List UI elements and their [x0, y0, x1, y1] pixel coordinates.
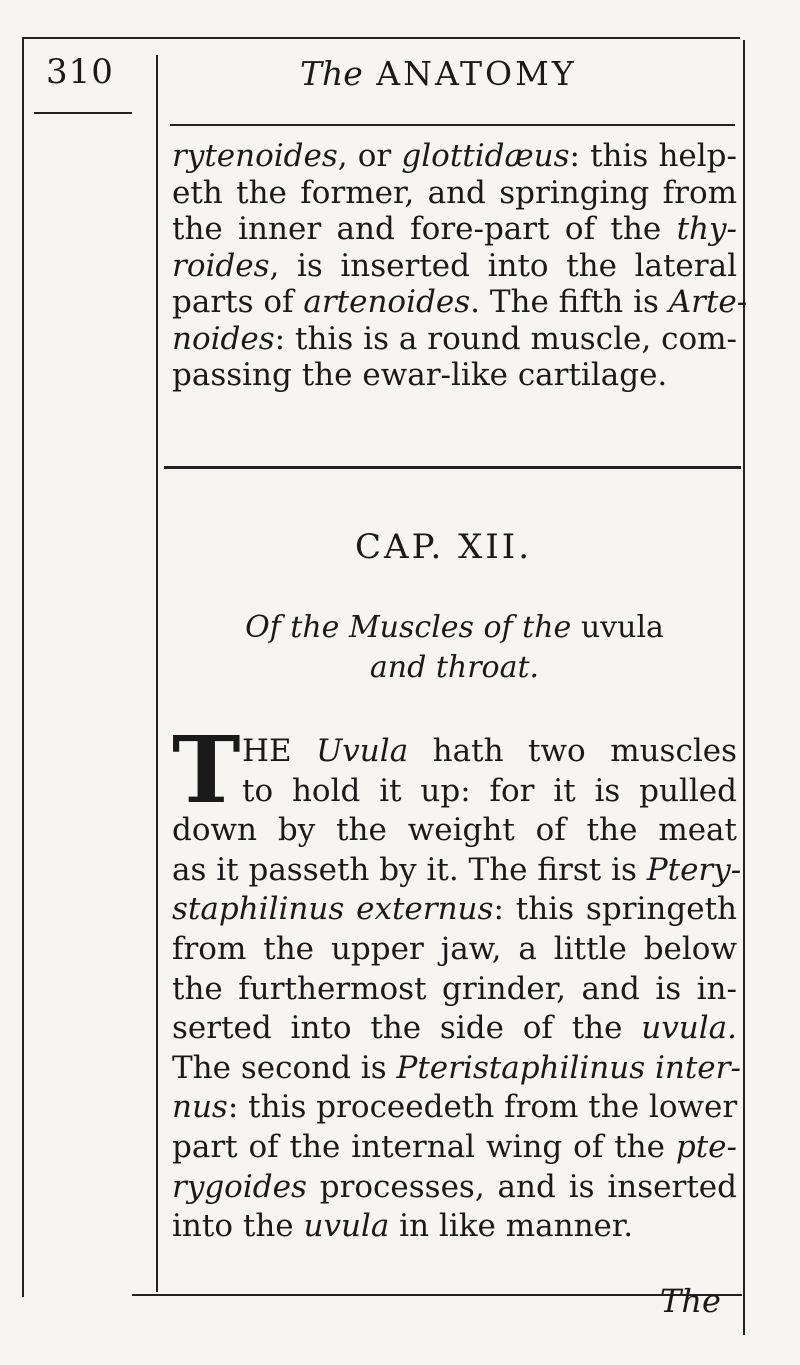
continued-paragraph-segment: passing the ewar-like cartilage.	[172, 357, 668, 393]
continued-paragraph-line	[172, 175, 737, 212]
main-paragraph-segment: part of the internal wing of the	[172, 1128, 676, 1165]
continued-paragraph-segment: parts of	[172, 284, 304, 320]
chapter-title	[172, 608, 737, 688]
chapter-title-segment: Of the Muscles of the	[245, 610, 581, 645]
continued-paragraph-segment: thy-	[676, 211, 737, 247]
main-paragraph-line	[172, 1128, 737, 1168]
main-paragraph-line	[172, 851, 742, 891]
running-head	[300, 54, 600, 93]
main-paragraph-line	[172, 1009, 737, 1049]
main-paragraph-segment: processes, and is inserted	[306, 1168, 737, 1205]
left-margin-rule	[22, 37, 24, 1297]
section-divider	[164, 466, 741, 469]
main-paragraph-line	[172, 732, 737, 772]
continued-paragraph-line	[172, 357, 737, 394]
continued-paragraph-line	[172, 321, 737, 358]
main-paragraph-line	[172, 1049, 741, 1089]
main-paragraph-segment: Pteristaphilinus inter-	[396, 1049, 741, 1086]
header-underline	[170, 124, 735, 126]
main-paragraph-line	[172, 1207, 737, 1247]
continued-paragraph-segment: , or	[337, 138, 402, 174]
continued-paragraph-segment: eth the former, and springing from	[172, 174, 737, 211]
page-number-underline	[34, 112, 132, 114]
main-paragraph-segment: hath two muscles	[408, 733, 737, 769]
continued-paragraph-segment: : this help-	[569, 138, 737, 174]
continued-paragraph	[172, 138, 748, 394]
main-paragraph-segment: pte-	[675, 1128, 737, 1165]
main-paragraph-segment: uvula	[303, 1208, 390, 1245]
main-paragraph-segment: nus	[172, 1089, 228, 1126]
main-paragraph-line	[172, 1168, 737, 1208]
top-border-rule	[22, 37, 740, 39]
chapter-title-line-1	[172, 608, 737, 648]
inner-column-rule	[156, 55, 158, 1292]
main-paragraph-line	[172, 772, 737, 812]
continued-paragraph-segment: : this is a round muscle, com-	[274, 320, 737, 357]
continued-paragraph-segment: glottidæus	[401, 138, 570, 174]
chapter-title-segment: uvula	[580, 610, 664, 645]
main-paragraph-segment: serted into the side of the	[172, 1010, 642, 1047]
continued-paragraph-line	[172, 211, 737, 248]
running-head-title: ANATOMY	[376, 54, 577, 93]
drop-cap-letter: T	[172, 716, 241, 824]
main-paragraph-segment: HE	[242, 733, 317, 769]
continued-paragraph-line	[172, 248, 737, 285]
main-paragraph-segment: the furthermost grinder, and is in-	[172, 970, 737, 1007]
main-paragraph-line	[172, 811, 737, 851]
main-paragraph-segment: staphilinus externus	[172, 891, 494, 928]
continued-paragraph-segment: noides	[172, 320, 275, 357]
continued-paragraph-segment: rytenoides	[172, 138, 338, 174]
continued-paragraph-segment: the inner and fore-part of the	[172, 211, 677, 247]
main-paragraph-line	[172, 970, 737, 1010]
continued-paragraph-segment: artenoides	[303, 284, 471, 320]
main-paragraph-line	[172, 890, 737, 930]
main-paragraph-segment: into the	[172, 1208, 304, 1245]
continued-paragraph-segment: , is inserted into the lateral	[269, 247, 737, 284]
main-paragraph-line	[172, 1088, 737, 1128]
main-paragraph-segment: The second is	[172, 1049, 397, 1086]
main-paragraph-segment: to hold it up: for it is pulled	[242, 772, 737, 809]
continued-paragraph-segment: Arte-	[668, 284, 748, 320]
main-paragraph-segment: : this springeth	[493, 891, 737, 928]
continued-paragraph-segment: . The fifth is	[470, 284, 669, 320]
continued-paragraph-line	[172, 284, 748, 321]
continued-paragraph-line	[172, 138, 737, 175]
chapter-title-line-2	[172, 648, 737, 688]
main-paragraph-segment: in like manner.	[389, 1208, 634, 1245]
chapter-title-segment: and throat.	[369, 650, 540, 685]
main-paragraph-segment: uvula.	[641, 1010, 737, 1047]
catchword: The	[660, 1282, 721, 1320]
main-paragraph-segment: from the upper jaw, a little below	[172, 930, 737, 967]
chapter-heading: CAP. XII.	[355, 527, 533, 567]
main-paragraph-segment: Uvula	[316, 733, 409, 769]
main-paragraph-segment: Ptery-	[646, 851, 742, 888]
running-head-article: The	[300, 54, 363, 93]
continued-paragraph-segment: roides	[172, 247, 270, 284]
right-border-rule	[743, 40, 745, 1335]
main-paragraph-segment: as it passeth by it. The first is	[172, 851, 647, 888]
main-paragraph	[172, 732, 742, 1247]
bottom-border-rule	[132, 1294, 742, 1296]
main-paragraph-line	[172, 930, 737, 970]
page-number: 310	[46, 52, 114, 92]
main-paragraph-segment: rygoides	[172, 1168, 307, 1205]
main-paragraph-segment: down by the weight of the meat	[172, 812, 737, 849]
main-paragraph-segment: : this proceedeth from the lower	[227, 1089, 738, 1126]
